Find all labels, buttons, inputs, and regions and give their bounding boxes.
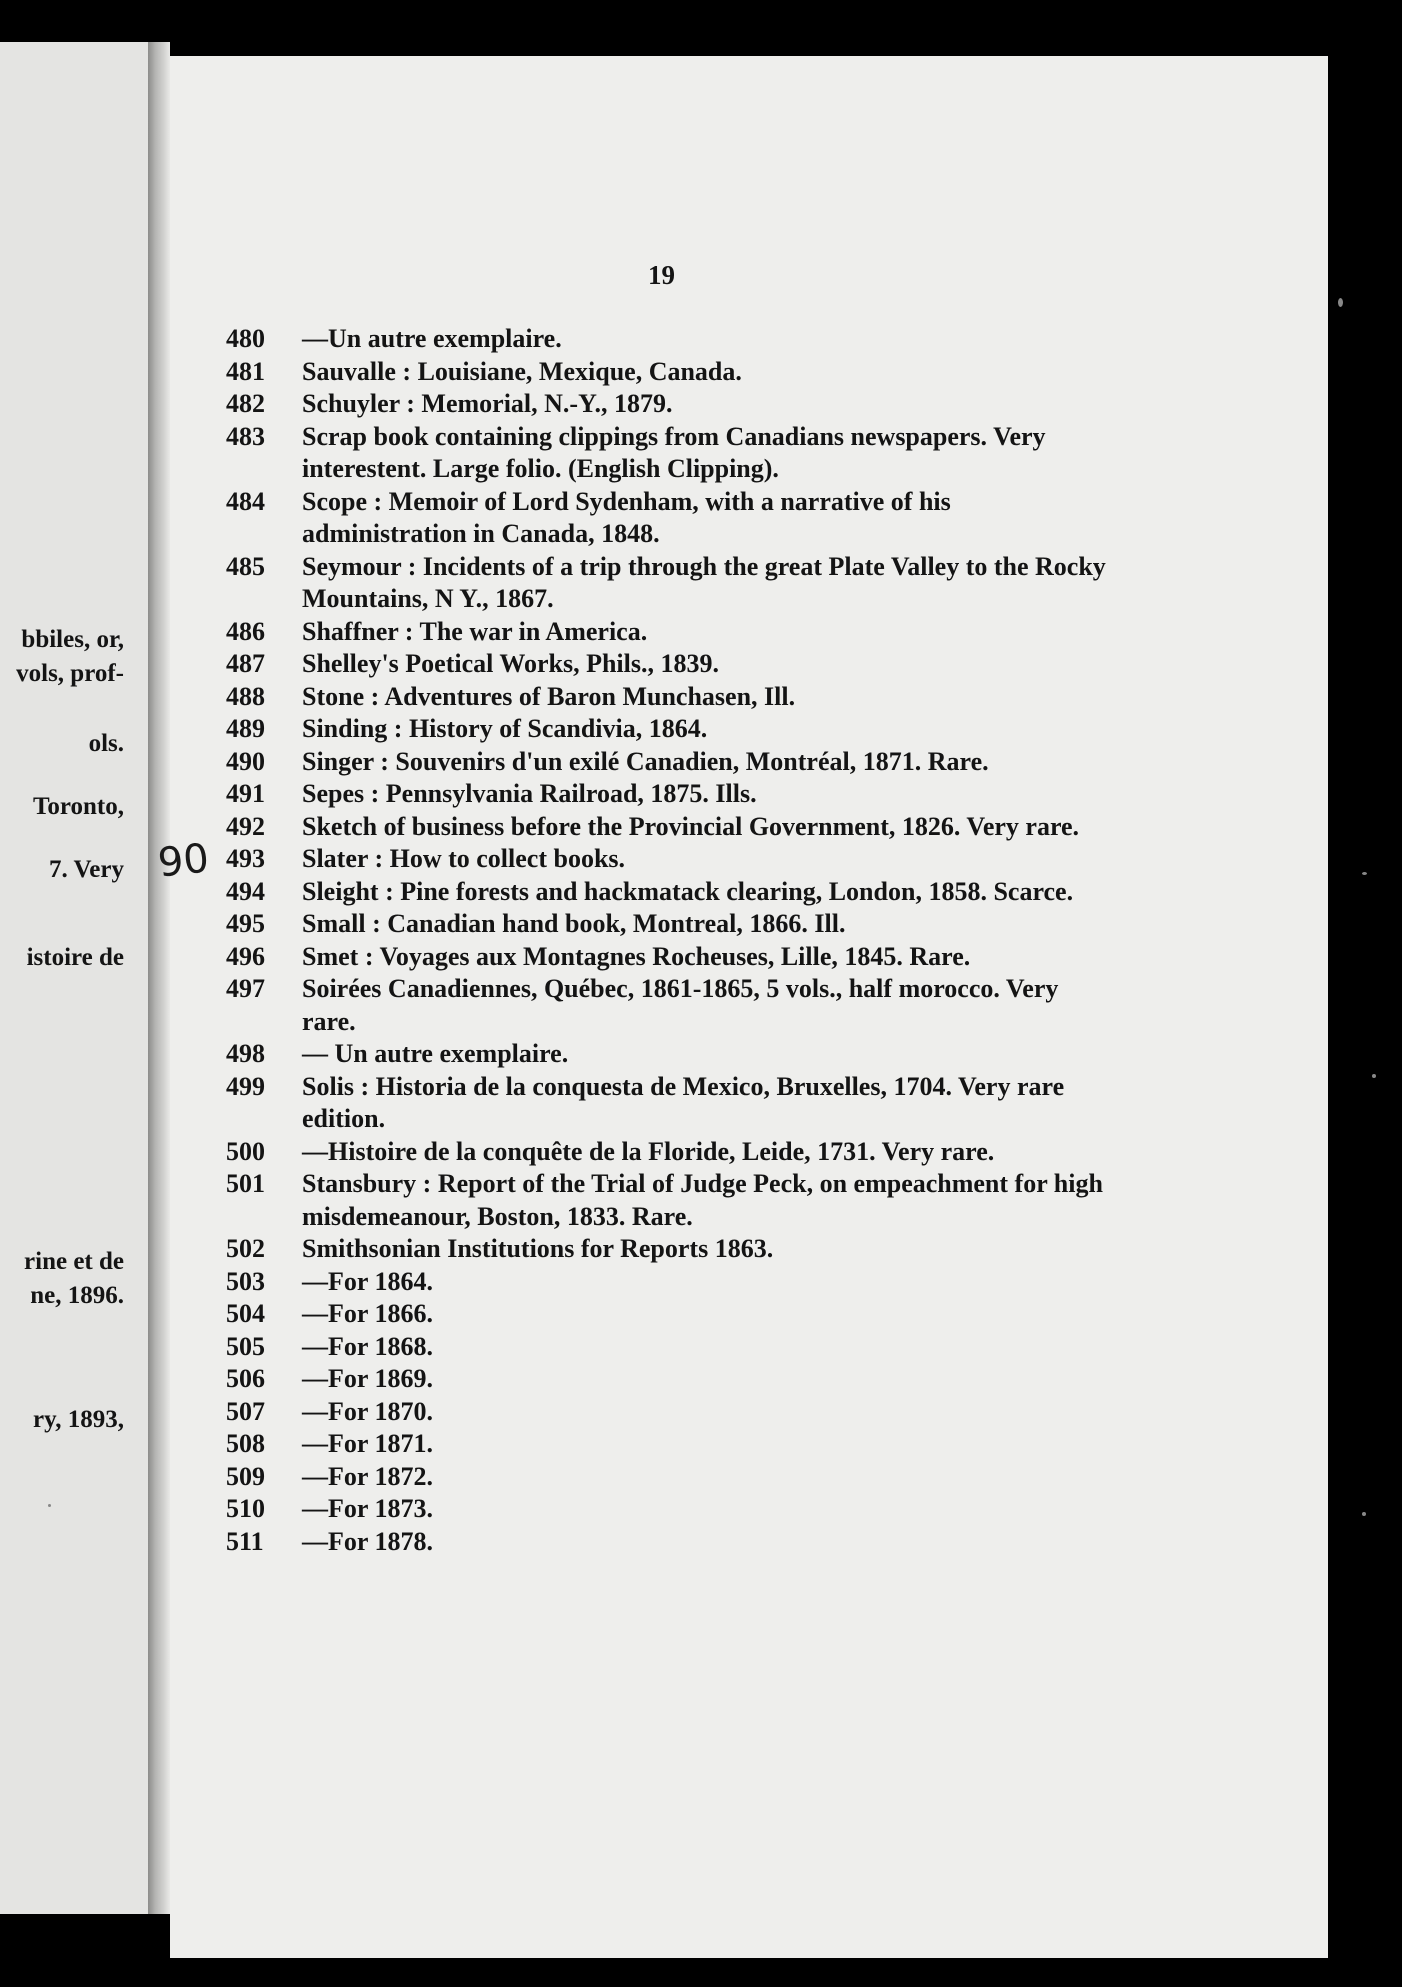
- catalogue-entry: [226, 746, 1111, 779]
- entry-description: —Histoire de la conquête de la Floride, Leide, 1731. Very rare.: [302, 1136, 995, 1166]
- catalogue-entry: [226, 811, 1111, 844]
- entry-number: 503: [226, 1266, 265, 1296]
- entry-description: Scrap book containing clippings from Canadians newspapers. Very interestent. Large folio. (English Clipping).: [302, 421, 1046, 483]
- entry-number: 495: [226, 909, 265, 938]
- catalogue-entry: [226, 1331, 1111, 1364]
- entry-description: Sepes : Pennsylvania Railroad, 1875. Ills.: [302, 779, 757, 808]
- entry-number: 483: [226, 421, 265, 451]
- entry-number: 488: [226, 681, 265, 711]
- entry-number: 501: [226, 1169, 265, 1198]
- entry-number: 504: [226, 1299, 265, 1328]
- entry-number: 486: [226, 616, 265, 646]
- entry-description: Solis : Historia de la conquesta de Mexico, Bruxelles, 1704. Very rare edition.: [302, 1071, 1065, 1133]
- catalogue-entry: [226, 551, 1111, 616]
- entry-number: 494: [226, 876, 265, 906]
- entry-number: 497: [226, 974, 265, 1003]
- catalogue-entry: [226, 973, 1111, 1038]
- entry-number: 506: [226, 1364, 265, 1393]
- entry-number: 482: [226, 389, 265, 418]
- catalogue-entry: [226, 1168, 1111, 1233]
- left-page-fragment: ry, 1893,: [33, 1406, 124, 1433]
- entry-description: Small : Canadian hand book, Montreal, 1866. Ill.: [302, 909, 846, 938]
- entry-description: —For 1871.: [302, 1429, 433, 1458]
- catalogue-entry: [226, 908, 1111, 941]
- entry-description: Stansbury : Report of the Trial of Judge Peck, on empeachment for high misdemeanour, Boston, 1833. Rare.: [302, 1169, 1103, 1231]
- entry-description: — Un autre exemplaire.: [302, 1039, 569, 1068]
- entry-description: Seymour : Incidents of a trip through the great Plate Valley to the Rocky Mountains, N Y., 1867.: [302, 551, 1106, 613]
- entry-number: 505: [226, 1331, 265, 1361]
- entry-number: 490: [226, 746, 265, 776]
- entry-description: Sinding : History of Scandivia, 1864.: [302, 714, 708, 743]
- entry-number: 487: [226, 649, 265, 678]
- entry-number: 481: [226, 356, 265, 386]
- catalogue-entry: [226, 843, 1111, 876]
- entry-number: 511: [226, 1526, 264, 1556]
- catalogue-entry: [226, 1071, 1111, 1136]
- catalogue-entry: [226, 1428, 1111, 1461]
- entry-number: 496: [226, 941, 265, 971]
- catalogue-entry: [226, 681, 1111, 714]
- book-spine: [148, 42, 170, 1914]
- entry-number: 485: [226, 551, 265, 581]
- left-page-fragment: ols.: [88, 730, 124, 757]
- entry-description: Smet : Voyages aux Montagnes Rocheuses, Lille, 1845. Rare.: [302, 941, 971, 971]
- catalogue-entry: [226, 1266, 1111, 1299]
- left-page-fragment: Toronto,: [32, 793, 124, 820]
- entry-number: 493: [226, 844, 265, 873]
- entry-description: Shaffner : The war in America.: [302, 616, 648, 646]
- catalogue-entry: [226, 388, 1111, 421]
- entry-description: —For 1868.: [302, 1331, 433, 1361]
- entry-number: 484: [226, 486, 265, 516]
- catalogue-entry: [226, 876, 1111, 909]
- catalogue-entry: [226, 1461, 1111, 1494]
- entry-description: Soirées Canadiennes, Québec, 1861-1865, 5 vols., half morocco. Very rare.: [302, 974, 1059, 1036]
- catalogue-entry: [226, 713, 1111, 746]
- catalogue-entry: [226, 1396, 1111, 1429]
- entry-description: Sauvalle : Louisiane, Mexique, Canada.: [302, 356, 742, 386]
- entry-description: —For 1872.: [302, 1461, 433, 1491]
- catalogue-entry: [226, 323, 1111, 356]
- entry-number: 502: [226, 1234, 265, 1263]
- entry-number: 489: [226, 714, 265, 743]
- entry-description: Sleight : Pine forests and hackmatack clearing, London, 1858. Scarce.: [302, 876, 1074, 906]
- catalogue-entry: [226, 778, 1111, 811]
- entry-number: 499: [226, 1071, 265, 1101]
- entry-number: 492: [226, 811, 265, 841]
- entry-number: 491: [226, 779, 265, 808]
- left-page-fragment: 7. Very: [49, 856, 124, 883]
- catalogue-entry: [226, 486, 1111, 551]
- catalogue-entry: [226, 1136, 1111, 1169]
- catalogue-entry: [226, 1363, 1111, 1396]
- handwritten-margin-note: 90: [155, 835, 212, 887]
- page-number: 19: [648, 260, 675, 290]
- entry-description: —Un autre exemplaire.: [302, 324, 562, 353]
- entry-number: 500: [226, 1136, 265, 1166]
- entry-number: 508: [226, 1429, 265, 1458]
- left-page: [0, 42, 150, 1914]
- entry-number: 510: [226, 1494, 265, 1523]
- left-page-fragment: ne, 1896.: [30, 1282, 124, 1309]
- entry-description: Slater : How to collect books.: [302, 844, 626, 873]
- catalogue-entry: [226, 648, 1111, 681]
- catalogue-entry: [226, 356, 1111, 389]
- catalogue-entry: [226, 941, 1111, 974]
- entry-description: Schuyler : Memorial, N.-Y., 1879.: [302, 389, 673, 418]
- catalogue-entry: [226, 1493, 1111, 1526]
- entry-description: Stone : Adventures of Baron Munchasen, Ill.: [302, 681, 796, 711]
- catalogue-entry: [226, 1038, 1111, 1071]
- entry-description: Sketch of business before the Provincial Government, 1826. Very rare.: [302, 811, 1080, 841]
- entry-description: Smithsonian Institutions for Reports 1863.: [302, 1234, 774, 1263]
- catalogue-entry: [226, 1526, 1111, 1559]
- entry-description: Shelley's Poetical Works, Phils., 1839.: [302, 649, 719, 678]
- catalogue-entries: [226, 323, 1111, 1558]
- left-page-fragment: istoire de: [26, 944, 124, 971]
- catalogue-entry: [226, 1298, 1111, 1331]
- entry-description: —For 1866.: [302, 1299, 433, 1328]
- entry-description: —For 1870.: [302, 1396, 433, 1426]
- entry-number: 507: [226, 1396, 265, 1426]
- entry-description: Singer : Souvenirs d'un exilé Canadien, Montréal, 1871. Rare.: [302, 746, 989, 776]
- left-page-fragment: bbiles, or,: [21, 626, 124, 653]
- entry-number: 480: [226, 324, 265, 353]
- catalogue-entry: [226, 616, 1111, 649]
- catalogue-entry: [226, 421, 1111, 486]
- left-page-fragment: vols, prof-: [16, 660, 124, 687]
- entry-description: Scope : Memoir of Lord Sydenham, with a narrative of his administration in Canada, 1848.: [302, 486, 951, 548]
- entry-description: —For 1878.: [302, 1526, 433, 1556]
- left-page-fragment: rine et de: [24, 1248, 124, 1275]
- entry-number: 509: [226, 1461, 265, 1491]
- entry-description: —For 1864.: [302, 1266, 433, 1296]
- entry-description: —For 1869.: [302, 1364, 433, 1393]
- entry-number: 498: [226, 1039, 265, 1068]
- entry-description: —For 1873.: [302, 1494, 433, 1523]
- catalogue-entry: [226, 1233, 1111, 1266]
